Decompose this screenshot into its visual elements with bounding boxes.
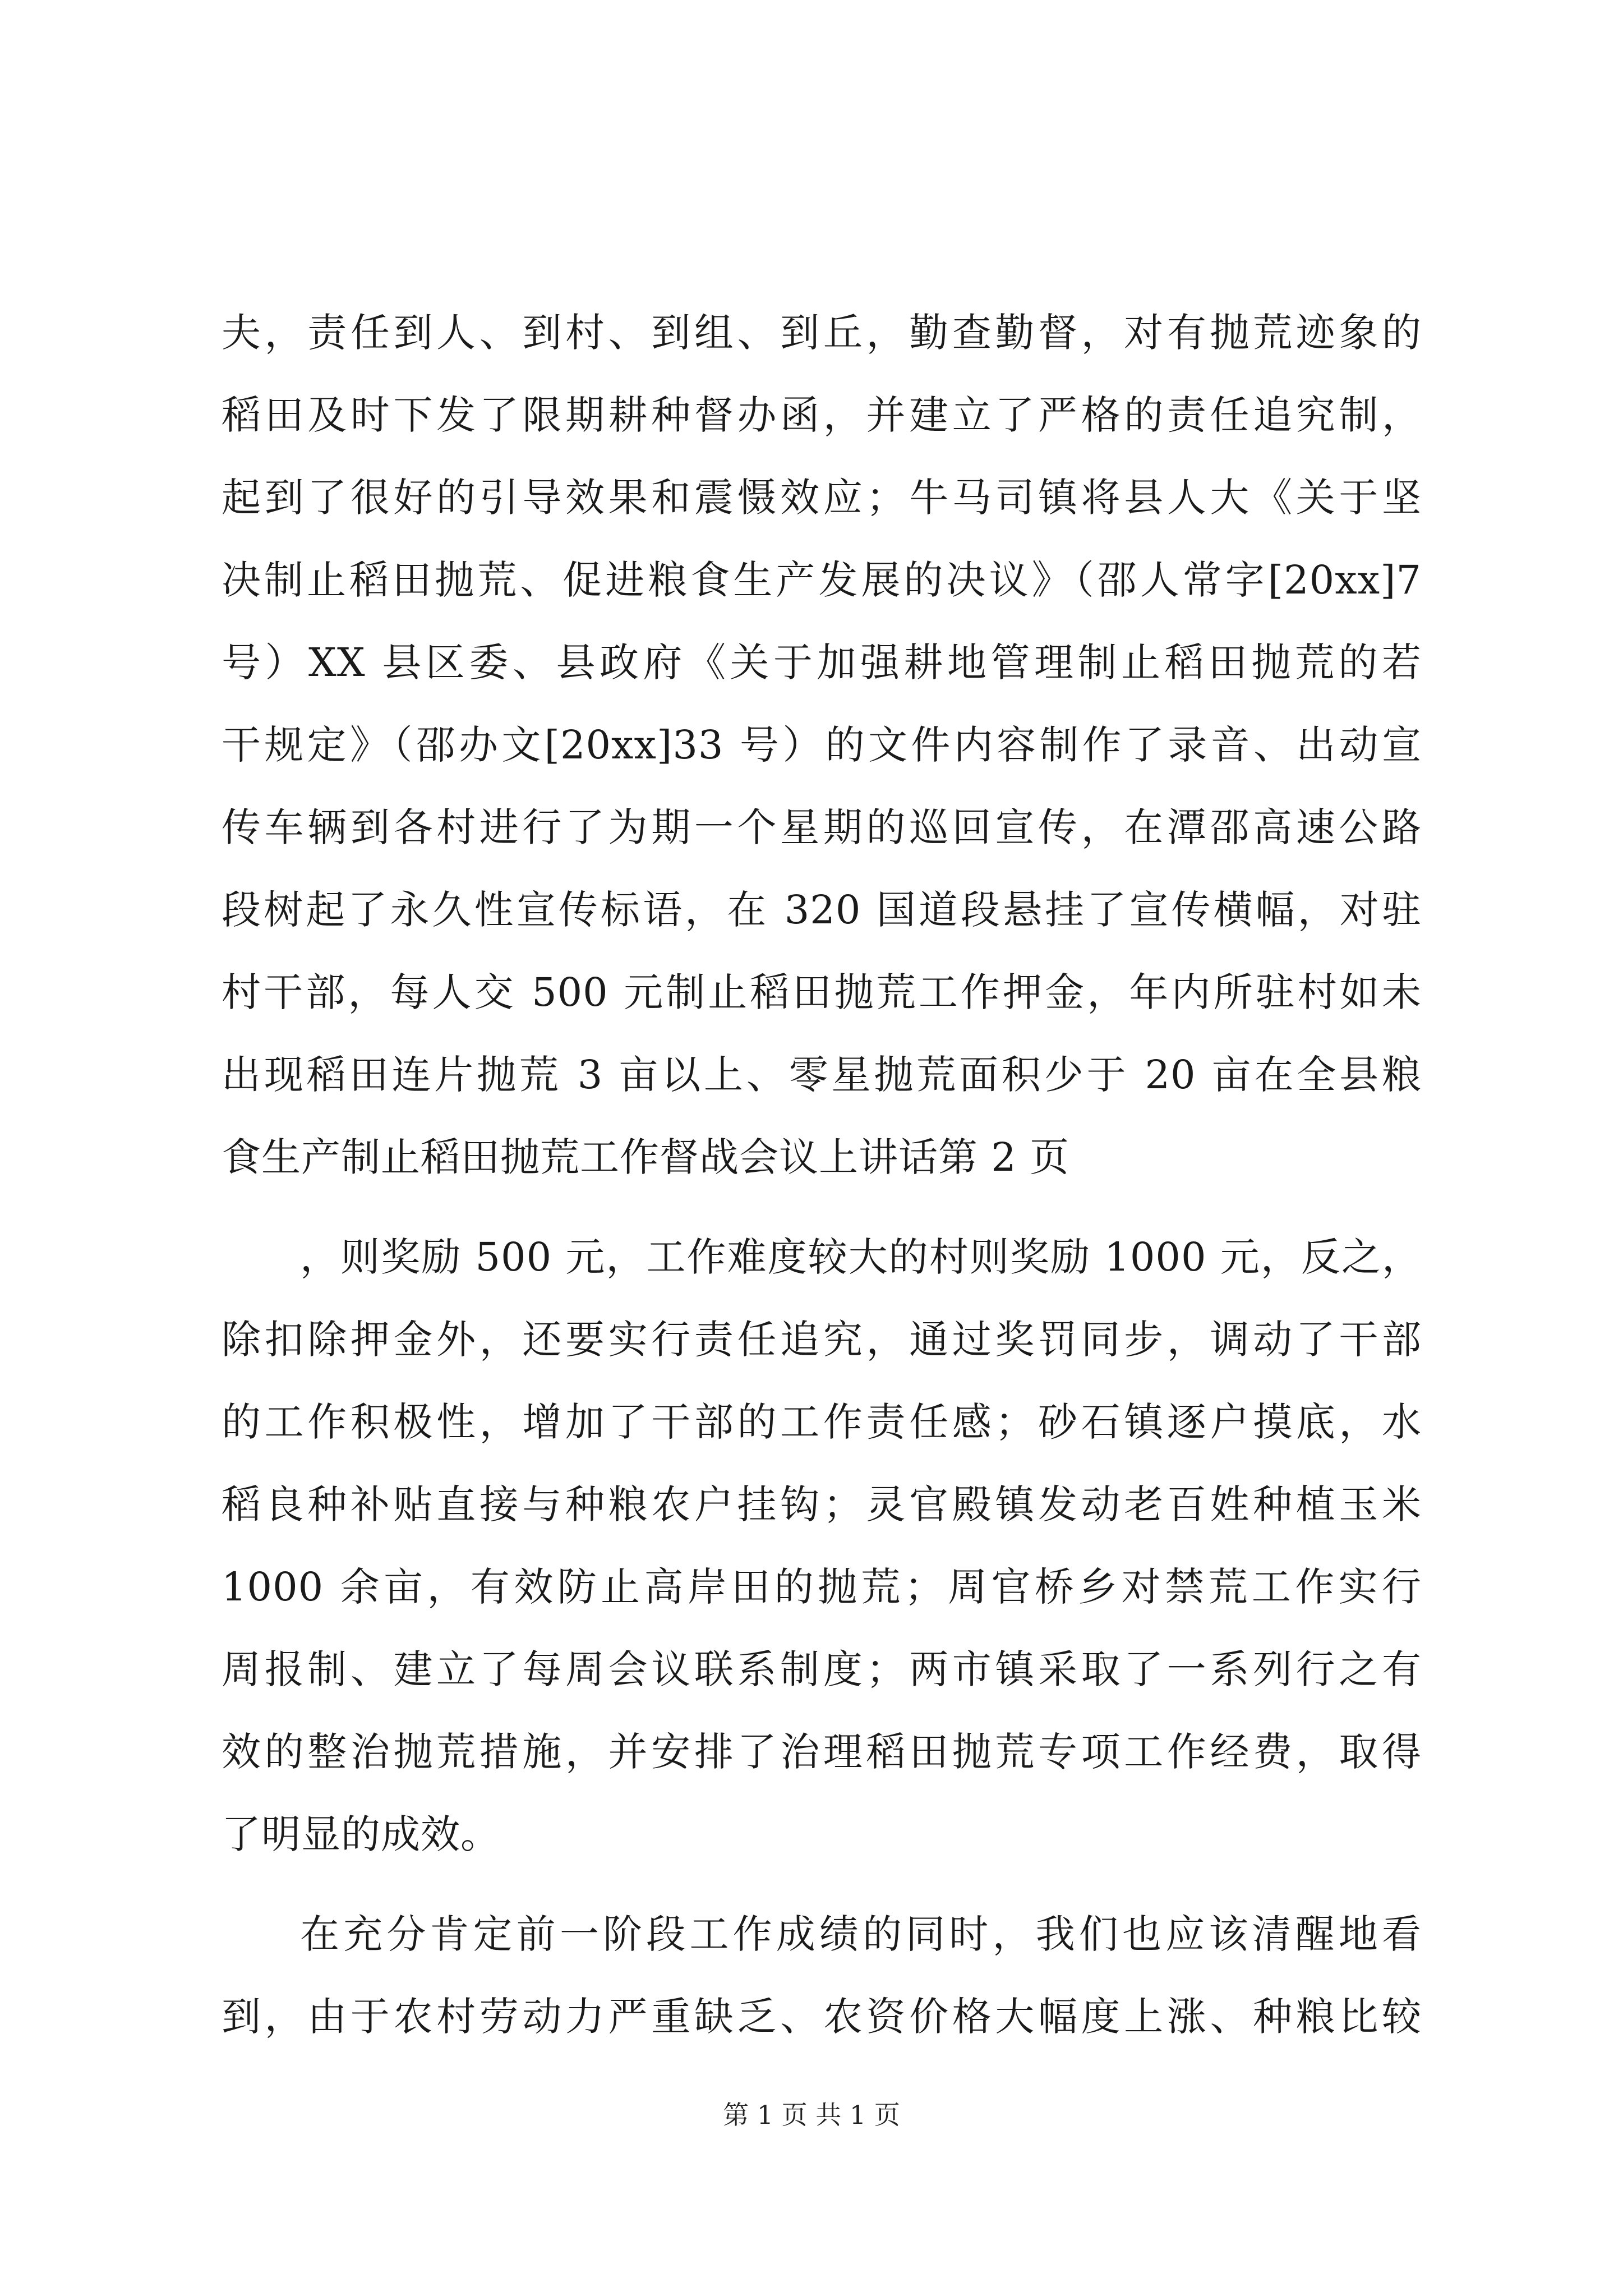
text-line: 起到了很好的引导效果和震慑效应；牛马司镇将县人大《关于坚 xyxy=(222,475,1422,521)
paragraph xyxy=(222,292,1422,1199)
text-line: 稻田及时下发了限期耕种督办函，并建立了严格的责任追究制， xyxy=(222,392,1422,438)
text-line: 在充分肯定前一阶段工作成绩的同时，我们也应该清醒地看 xyxy=(300,1911,1422,1957)
text-line: 出现稻田连片抛荒 3 亩以上、零星抛荒面积少于 20 亩在全县粮 xyxy=(222,1052,1422,1098)
text-line: 了明显的成效。 xyxy=(222,1811,500,1857)
text-line: 传车辆到各村进行了为期一个星期的巡回宣传，在潭邵高速公路 xyxy=(222,804,1422,850)
text-line: 到，由于农村劳动力严重缺乏、农资价格大幅度上涨、种粮比较 xyxy=(222,1994,1422,2040)
text-line: 稻良种补贴直接与种粮农户挂钩；灵官殿镇发动老百姓种植玉米 xyxy=(222,1481,1422,1527)
text-line: 的工作积极性，增加了干部的工作责任感；砂石镇逐户摸底，水 xyxy=(222,1399,1422,1445)
text-line: 村干部，每人交 500 元制止稻田抛荒工作押金，年内所驻村如未 xyxy=(222,969,1422,1015)
text-line: 周报制、建立了每周会议联系制度；两市镇采取了一系列行之有 xyxy=(222,1646,1422,1692)
text-line: 食生产制止稻田抛荒工作督战会议上讲话第 2 页 xyxy=(222,1134,1070,1180)
page-number: 第 1 页 共 1 页 xyxy=(723,2100,900,2130)
paragraph xyxy=(222,1893,1422,2058)
text-line: 效的整治抛荒措施，并安排了治理稻田抛荒专项工作经费，取得 xyxy=(222,1729,1422,1775)
text-line: 除扣除押金外，还要实行责任追究，通过奖罚同步，调动了干部 xyxy=(222,1317,1422,1363)
paragraph xyxy=(222,1216,1422,1876)
document-body xyxy=(222,292,1422,2058)
text-line: ，则奖励 500 元，工作难度较大的村则奖励 1000 元，反之， xyxy=(300,1234,1422,1280)
page-footer xyxy=(0,2098,1623,2132)
text-line: 1000 余亩，有效防止高岸田的抛荒；周官桥乡对禁荒工作实行 xyxy=(222,1564,1422,1610)
text-line: 号）XX 县区委、县政府《关于加强耕地管理制止稻田抛荒的若 xyxy=(222,639,1422,685)
text-line: 干规定》（邵办文[20xx]33 号）的文件内容制作了录音、出动宣 xyxy=(222,722,1422,768)
text-line: 决制止稻田抛荒、促进粮食生产发展的决议》（邵人常字[20xx]7 xyxy=(222,557,1422,603)
text-line: 夫，责任到人、到村、到组、到丘，勤查勤督，对有抛荒迹象的 xyxy=(222,310,1422,356)
text-line: 段树起了永久性宣传标语，在 320 国道段悬挂了宣传横幅，对驻 xyxy=(222,887,1422,933)
